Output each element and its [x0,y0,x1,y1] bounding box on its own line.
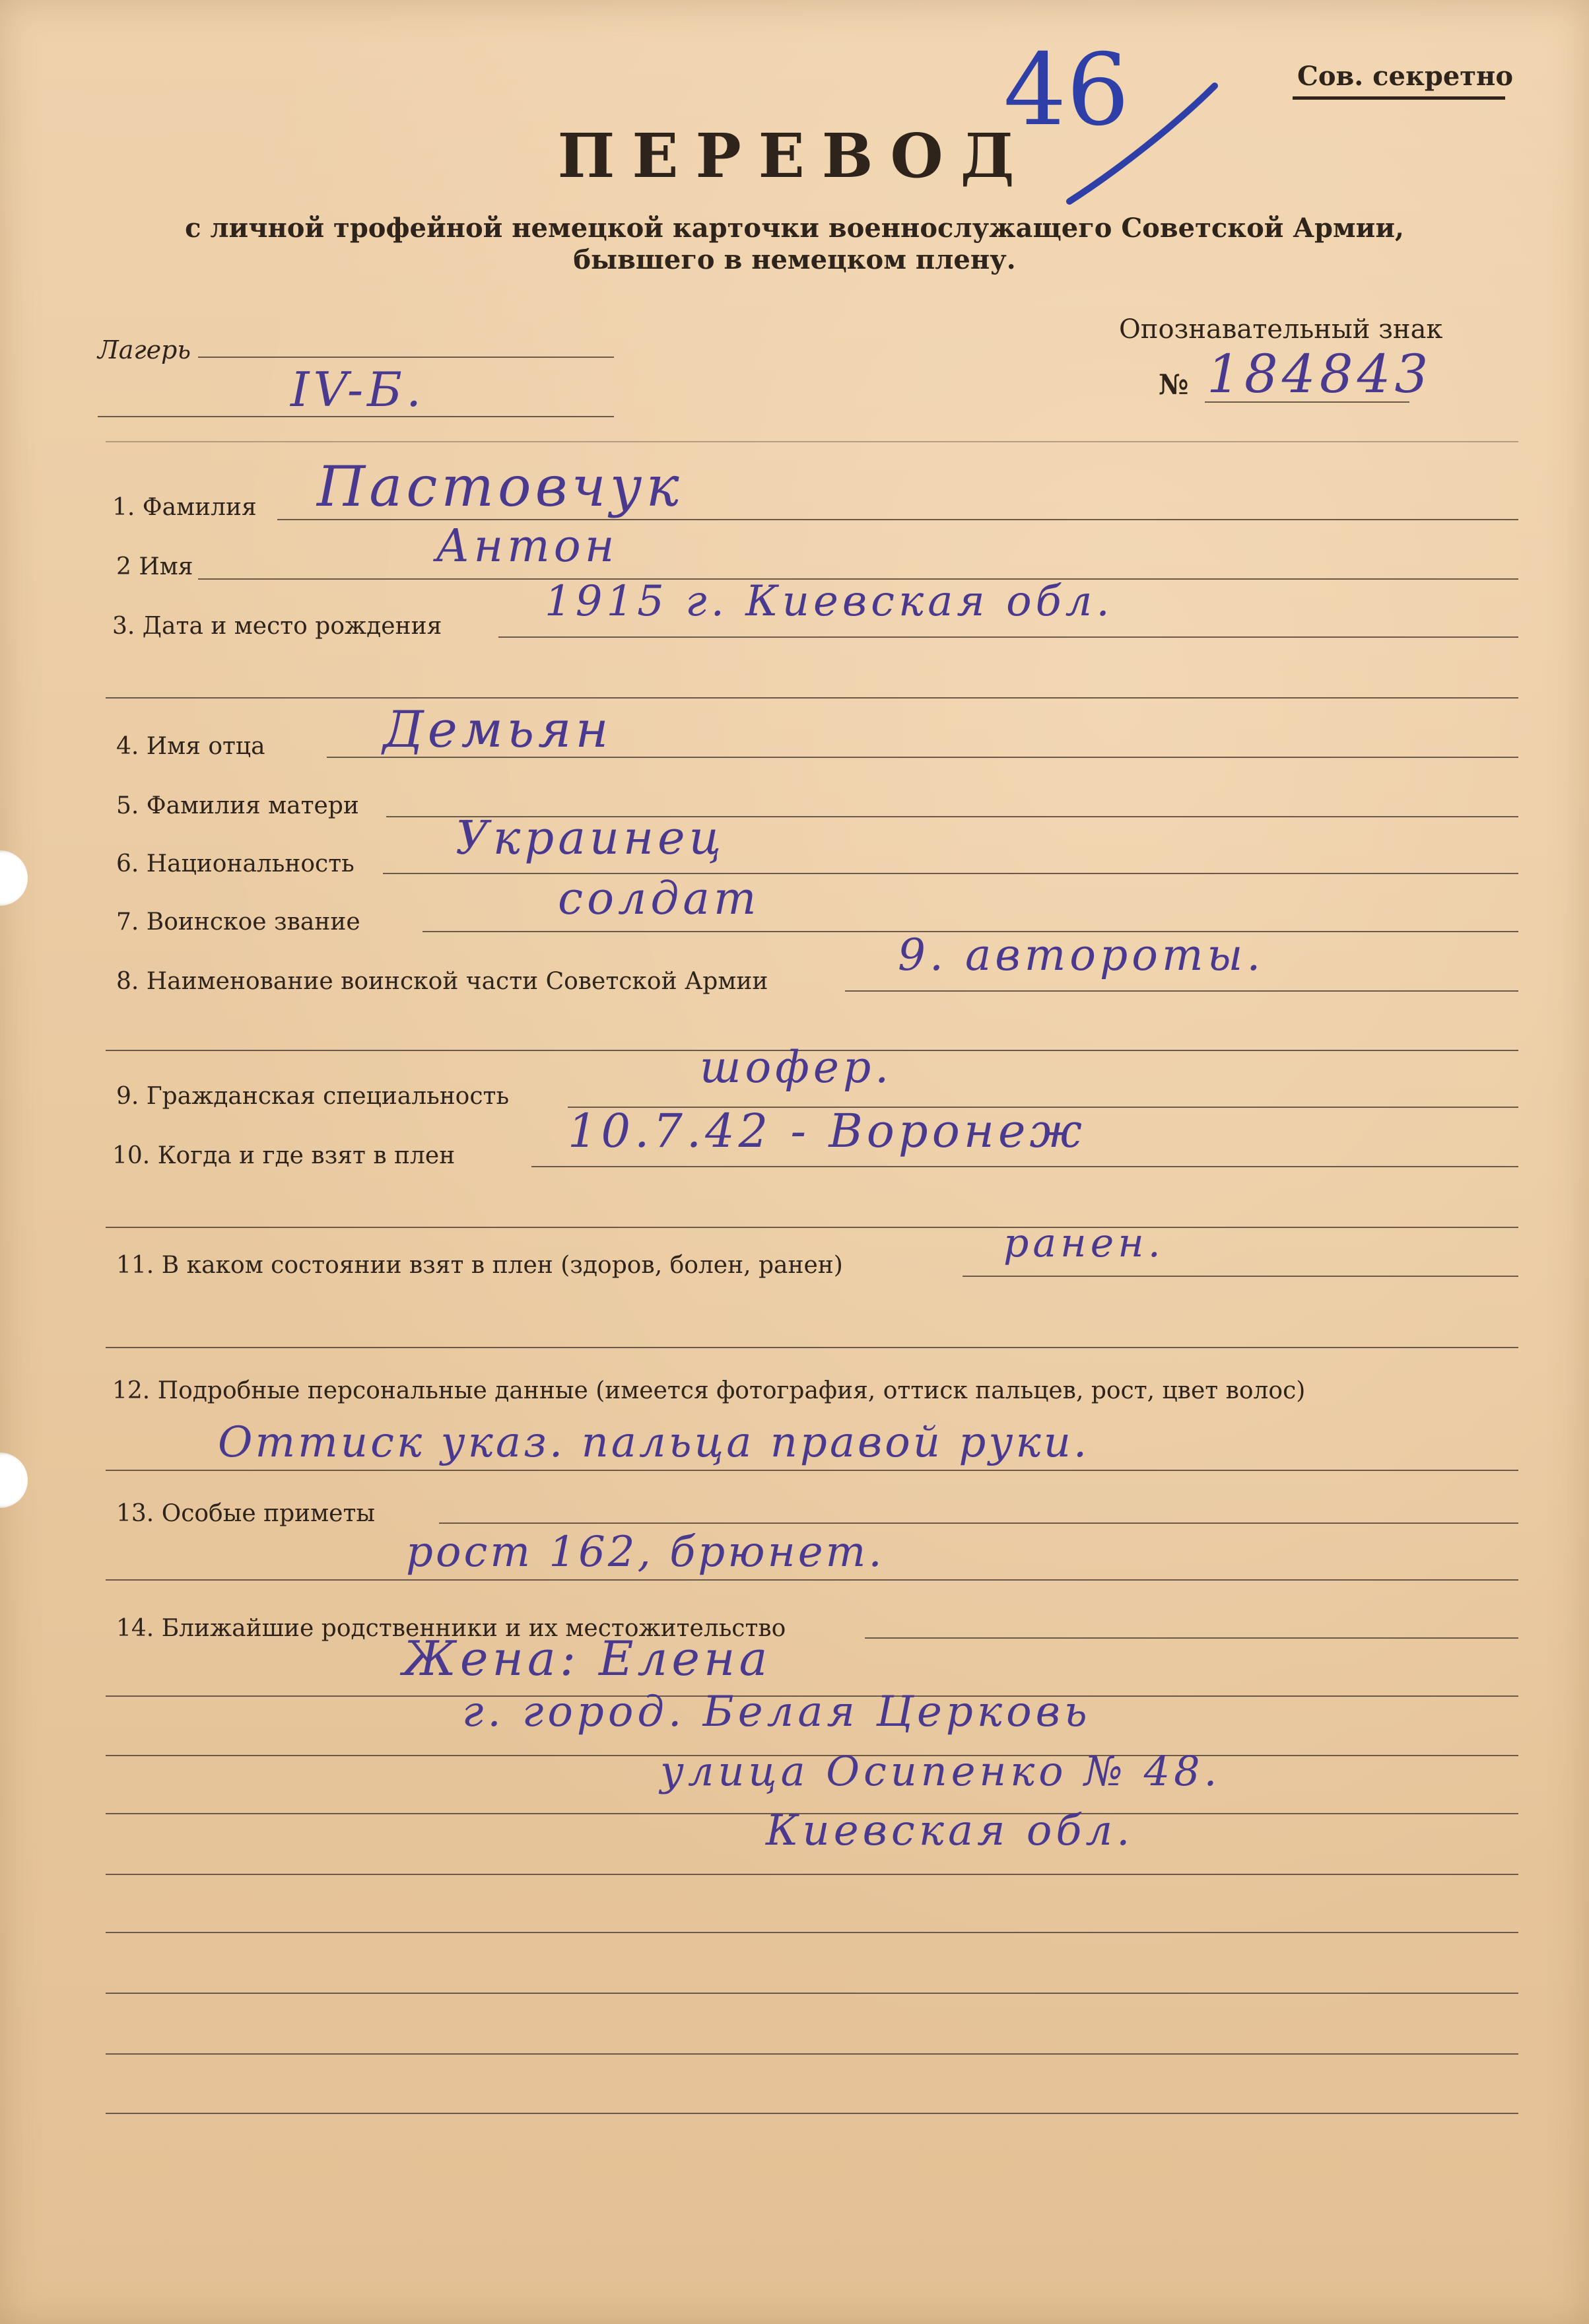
field-4-label: 4. Имя отца [116,733,265,760]
classification-underline [1293,96,1505,100]
camp-label: Лагерь [98,335,191,364]
field-9-label: 9. Гражданская специальность [116,1083,510,1110]
field-1-value: Пастовчук [317,454,683,519]
field-7-value: солдат [558,873,761,925]
field-6-label: 6. Национальность [116,850,355,877]
field-13-line-2 [106,1579,1518,1581]
field-14-line [865,1637,1518,1639]
field-12-value: Оттиск указ. пальца правой руки. [218,1418,1090,1467]
field-6-line [383,873,1518,874]
field-11-line-2 [106,1347,1518,1348]
field-13-value: рост 162, брюнет. [406,1528,885,1577]
field-10-value: 10.7.42 - Воронеж [568,1104,1086,1158]
field-11-line [963,1276,1518,1277]
field-1-label: 1. Фамилия [112,494,257,521]
relatives-ruling-5 [106,1932,1518,1933]
folio-number: 46 [1003,33,1130,148]
relatives-ruling-4 [106,1874,1518,1875]
document-subtitle-line2: бывшего в немецком плену. [573,244,1016,275]
relatives-line-3: улица Осипенко № 48. [660,1747,1221,1795]
field-10-label: 10. Когда и где взят в плен [112,1142,456,1169]
field-2-label: 2 Имя [116,553,193,580]
field-5-label: 5. Фамилия матери [116,792,359,819]
field-3-value: 1915 г. Киевская обл. [545,577,1114,626]
id-tag-prefix: № [1159,368,1189,401]
relatives-line-2: г. город. Белая Церковь [462,1688,1091,1736]
document-title: ПЕРЕВОД [557,120,1032,191]
camp-line-2 [98,416,614,417]
field-13-line [439,1522,1518,1524]
field-2-value: Антон [436,520,619,572]
relatives-ruling-7 [106,2053,1518,2055]
field-3-label: 3. Дата и место рождения [112,613,442,640]
camp-value: IV-Б. [290,362,425,417]
field-3-line [498,636,1518,638]
ruling-top [106,441,1518,442]
field-12-label: 12. Подробные персональные данные (имеется фотография, оттиск пальцев, рост, цвет волос) [112,1377,1306,1404]
relatives-line-4: Киевская обл. [766,1806,1134,1855]
field-4-value: Демьян [383,700,613,759]
id-tag-line [1205,401,1409,403]
field-14-label: 14. Ближайшие родственники и их местожительство [116,1615,786,1642]
relatives-ruling-6 [106,1993,1518,1994]
field-7-label: 7. Воинское звание [116,908,360,936]
field-12-line [106,1470,1518,1471]
document-subtitle-line1: с личной трофейной немецкой карточки военнослужащего Советской Армии, [185,213,1404,244]
camp-line-1 [198,357,614,358]
classification-stamp: Сов. секретно [1297,61,1514,92]
field-11-label: 11. В каком состоянии взят в плен (здоров, болен, ранен) [116,1252,843,1279]
field-9-value: шофер. [700,1042,893,1093]
field-6-value: Украинец [456,811,726,865]
field-10-line [531,1166,1518,1167]
id-tag-label: Опознавательный знак [1119,314,1443,345]
field-8-value: 9. автороты. [898,930,1265,980]
punch-hole-bottom [0,1452,28,1508]
relatives-ruling-8 [106,2113,1518,2114]
punch-hole-top [0,850,28,906]
field-10-line-2 [106,1227,1518,1228]
id-tag-value: 184843 [1207,343,1433,405]
field-8-label: 8. Наименование воинской части Советской Армии [116,968,768,995]
field-11-value: ранен. [1003,1220,1165,1266]
field-8-line [845,990,1518,992]
field-13-label: 13. Особые приметы [116,1500,376,1527]
relatives-line-1: Жена: Елена [403,1631,772,1686]
field-3-line-2 [106,697,1518,699]
